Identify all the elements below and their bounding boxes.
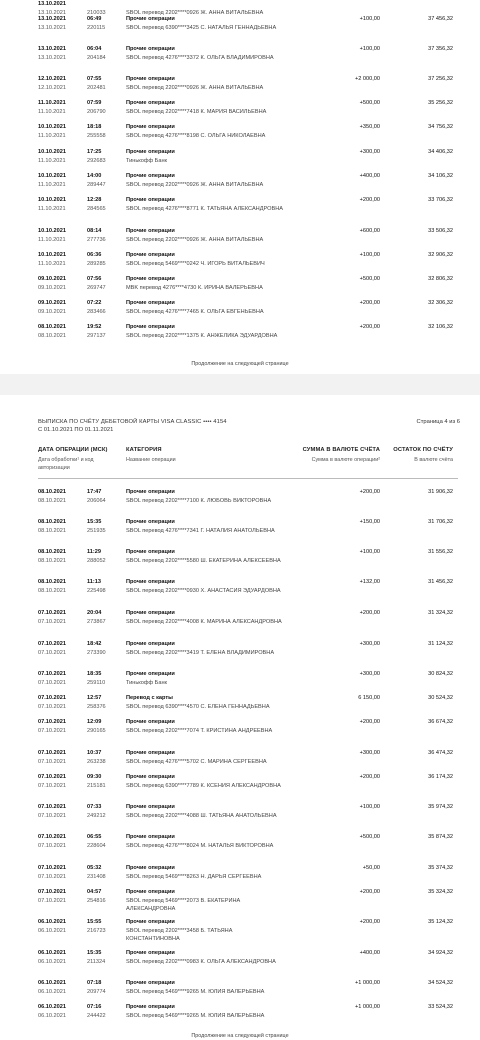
operation-description: SBOL перевод 2202****0926 Ж. АННА ВИТАЛЬЕВНА [126, 84, 264, 91]
processing-date: 07.10.2021 [38, 703, 66, 710]
processing-date: 07.10.2021 [38, 727, 66, 734]
operation-date: 12.10.2021 [38, 76, 66, 82]
processing-date: 11.10.2021 [38, 236, 66, 243]
page-number: Страница 4 из 6 [416, 419, 460, 425]
page-separator [0, 374, 480, 395]
processing-date: 08.10.2021 [38, 557, 66, 564]
authorization-code: 206790 [87, 108, 106, 115]
continuation-note: Продолжение на следующей странице [191, 1033, 289, 1039]
authorization-code: 273867 [87, 618, 106, 625]
operation-time: 07:18 [87, 980, 102, 986]
operation-amount: +200,00 [359, 197, 380, 203]
operation-date: 13.10.2021 [38, 16, 66, 22]
operation-time: 07:16 [87, 1004, 102, 1010]
operation-description: SBOL перевод 6390****7789 К. КСЕНИЯ АЛЕКСАНДРОВНА [126, 782, 281, 789]
operation-date: 10.10.2021 [38, 228, 66, 234]
processing-date: 13.10.2021 [38, 54, 66, 61]
operation-time: 07:22 [87, 300, 102, 306]
operation-description: SBOL перевод 2202****5580 Ш. ЕКАТЕРИНА АЛЕКСЕЕВНА [126, 557, 281, 564]
account-balance: 31 556,32 [428, 549, 453, 555]
operation-date: 10.10.2021 [38, 252, 66, 258]
operation-category: Прочие операции [126, 641, 175, 647]
operation-category: Прочие операции [126, 16, 175, 22]
operation-amount: +200,00 [359, 889, 380, 895]
processing-date: 11.10.2021 [38, 108, 66, 115]
authorization-code: 289285 [87, 260, 106, 267]
col-header-amount: СУММА В ВАЛЮТЕ СЧЁТА [302, 447, 380, 453]
col-header-category: КАТЕГОРИЯ [126, 447, 162, 453]
processing-date: 07.10.2021 [38, 758, 66, 765]
account-balance: 36 674,32 [428, 719, 453, 725]
account-balance: 33 506,32 [428, 228, 453, 234]
operation-amount: +300,00 [359, 149, 380, 155]
account-balance: 34 924,32 [428, 950, 453, 956]
col-header-balance: ОСТАТОК ПО СЧЁТУ [393, 447, 453, 453]
operation-time: 11:29 [87, 549, 101, 555]
operation-time: 15:35 [87, 950, 102, 956]
operation-amount: +200,00 [359, 774, 380, 780]
operation-category: Прочие операции [126, 228, 175, 234]
authorization-code: 228604 [87, 842, 106, 849]
account-balance: 36 474,32 [428, 750, 453, 756]
operation-date: 06.10.2021 [38, 919, 66, 925]
authorization-code: 231408 [87, 873, 106, 880]
account-balance: 32 906,32 [428, 252, 453, 258]
authorization-code: 251935 [87, 527, 106, 534]
operation-time: 17:25 [87, 149, 102, 155]
operation-description: MBK перевод 4276****4730 К. ИРИНА ВАЛЕРЬЕВНА [126, 284, 263, 291]
operation-date: 10.10.2021 [38, 197, 66, 203]
statement-page-3 [0, 0, 480, 374]
operation-amount: +600,00 [359, 228, 380, 234]
operation-amount: 6 150,00 [358, 695, 380, 701]
authorization-code: 206064 [87, 497, 106, 504]
operation-time: 06:55 [87, 834, 102, 840]
operation-time: 12:09 [87, 719, 102, 725]
operation-date: 07.10.2021 [38, 889, 66, 895]
authorization-code: 225498 [87, 587, 106, 594]
authorization-code: 273390 [87, 649, 106, 656]
account-balance: 35 256,32 [428, 100, 453, 106]
operation-category: Прочие операции [126, 76, 175, 82]
operation-time: 18:18 [87, 124, 102, 130]
operation-category: Прочие операции [126, 1004, 175, 1010]
account-balance: 37 256,32 [428, 76, 453, 82]
col-subheader-amount: Сумма в валюте операции² [311, 457, 380, 463]
processing-date: 11.10.2021 [38, 205, 66, 212]
operation-amount: +200,00 [359, 919, 380, 925]
processing-date: 07.10.2021 [38, 618, 66, 625]
processing-date: 06.10.2021 [38, 988, 66, 995]
operation-category: Прочие операции [126, 865, 175, 871]
operation-category: Прочие операции [126, 300, 175, 306]
operation-category: Прочие операции [126, 950, 175, 956]
operation-time: 06:04 [87, 46, 102, 52]
operation-description: SBOL перевод 2202****0926 Ж. АННА ВИТАЛЬЕВНА [126, 9, 264, 16]
account-balance: 31 124,32 [428, 641, 453, 647]
operation-date: 09.10.2021 [38, 276, 66, 282]
account-balance: 33 706,32 [428, 197, 453, 203]
operation-category: Прочие операции [126, 834, 175, 840]
operation-category: Прочие операции [126, 804, 175, 810]
authorization-code: 258376 [87, 703, 106, 710]
operation-amount: +200,00 [359, 610, 380, 616]
processing-date: 07.10.2021 [38, 812, 66, 819]
operation-amount: +200,00 [359, 489, 380, 495]
continuation-note: Продолжение на следующей странице [191, 361, 289, 367]
operation-date: 11.10.2021 [38, 100, 66, 106]
account-balance: 32 806,32 [428, 276, 453, 282]
authorization-code: 283466 [87, 308, 106, 315]
processing-date: 06.10.2021 [38, 927, 66, 934]
operation-amount: +100,00 [359, 252, 380, 258]
operation-date: 10.10.2021 [38, 124, 66, 130]
operation-time: 11:13 [87, 579, 101, 585]
operation-amount: +350,00 [359, 124, 380, 130]
operation-description: Тинькофф Банк [126, 157, 167, 164]
operation-time: 10:37 [87, 750, 102, 756]
operation-category: Прочие операции [126, 124, 175, 130]
authorization-code: 288052 [87, 557, 106, 564]
operation-date: 06.10.2021 [38, 980, 66, 986]
authorization-code: 269747 [87, 284, 106, 291]
operation-date: 10.10.2021 [38, 149, 66, 155]
operation-date: 07.10.2021 [38, 804, 66, 810]
processing-date: 07.10.2021 [38, 679, 66, 686]
account-balance: 30 524,32 [428, 695, 453, 701]
operation-description: SBOL перевод 2202****3458 Б. ТАТЬЯНА КОНСТАНТИНОВНА [126, 927, 233, 942]
operation-date: 06.10.2021 [38, 950, 66, 956]
operation-description: SBOL перевод 2202****1375 К. АНЖЕЛИКА ЭДУАРДОВНА [126, 332, 278, 339]
operation-date: 07.10.2021 [38, 774, 66, 780]
account-balance: 31 456,32 [428, 579, 453, 585]
processing-date: 11.10.2021 [38, 260, 66, 267]
col-subheader-date: Дата обработки¹ и код авторизации [38, 457, 94, 471]
account-balance: 34 406,32 [428, 149, 453, 155]
operation-category: Прочие операции [126, 149, 175, 155]
operation-category: Прочие операции [126, 324, 175, 330]
authorization-code: 263238 [87, 758, 106, 765]
statement-period: С 01.10.2021 ПО 01.11.2021 [38, 427, 114, 433]
operation-date: 08.10.2021 [38, 579, 66, 585]
account-balance: 30 824,32 [428, 671, 453, 677]
authorization-code: 216723 [87, 927, 106, 934]
authorization-code: 210033 [87, 9, 106, 16]
authorization-code: 202481 [87, 84, 106, 91]
operation-date: 07.10.2021 [38, 865, 66, 871]
processing-date: 13.10.2021 [38, 9, 66, 16]
processing-date: 09.10.2021 [38, 308, 66, 315]
operation-time: 15:35 [87, 519, 102, 525]
operation-time: 07:33 [87, 804, 102, 810]
operation-time: 08:14 [87, 228, 102, 234]
operation-date: 13.10.2021 [38, 1, 66, 7]
operation-date: 09.10.2021 [38, 300, 66, 306]
operation-category: Прочие операции [126, 549, 175, 555]
operation-description: SBOL перевод 2202****7100 К. ЛЮБОВЬ ВИКТОРОВНА [126, 497, 272, 504]
operation-category: Прочие операции [126, 889, 175, 895]
processing-date: 13.10.2021 [38, 24, 66, 31]
statement-title: ВЫПИСКА ПО СЧЁТУ ДЕБЕТОВОЙ КАРТЫ VISA CLASSIC •••• 4154 [38, 419, 227, 425]
operation-category: Прочие операции [126, 579, 175, 585]
processing-date: 07.10.2021 [38, 897, 66, 904]
authorization-code: 289447 [87, 181, 106, 188]
operation-description: SBOL перевод 6390****4570 С. ЕЛЕНА ГЕННАДЬЕВНА [126, 703, 270, 710]
operation-description: SBOL перевод 4276****7465 К. ОЛЬГА ЕВГЕНЬЕВНА [126, 308, 264, 315]
operation-description: Тинькофф Банк [126, 679, 167, 686]
operation-amount: +500,00 [359, 276, 380, 282]
operation-date: 07.10.2021 [38, 719, 66, 725]
operation-description: SBOL перевод 2202****7418 К. МАРИЯ ВАСИЛЬЕВНА [126, 108, 267, 115]
processing-date: 11.10.2021 [38, 132, 66, 139]
account-balance: 33 524,32 [428, 1004, 453, 1010]
authorization-code: 277736 [87, 236, 106, 243]
operation-date: 08.10.2021 [38, 489, 66, 495]
operation-description: SBOL перевод 5469****2073 В. ЕКАТЕРИНА АЛЕКСАНДРОВНА [126, 897, 241, 912]
authorization-code: 204184 [87, 54, 106, 61]
processing-date: 11.10.2021 [38, 157, 66, 164]
operation-amount: +132,00 [359, 579, 380, 585]
operation-description: SBOL перевод 2202****4088 Ш. ТАТЬЯНА АНАТОЛЬЕВНА [126, 812, 277, 819]
operation-time: 12:57 [87, 695, 102, 701]
operation-description: SBOL перевод 4276****3372 К. ОЛЬГА ВЛАДИМИРОВНА [126, 54, 274, 61]
col-subheader-balance: В валюте счёта [414, 457, 453, 463]
col-subheader-category: Название операции [126, 457, 176, 463]
authorization-code: 220115 [87, 24, 106, 31]
authorization-code: 255558 [87, 132, 106, 139]
authorization-code: 215181 [87, 782, 106, 789]
processing-date: 08.10.2021 [38, 497, 66, 504]
operation-category: Прочие операции [126, 750, 175, 756]
processing-date: 07.10.2021 [38, 782, 66, 789]
operation-description: SBOL перевод 2202****0926 Ж. АННА ВИТАЛЬЕВНА [126, 236, 264, 243]
operation-category: Прочие операции [126, 173, 175, 179]
account-balance: 34 756,32 [428, 124, 453, 130]
operation-date: 07.10.2021 [38, 610, 66, 616]
authorization-code: 284565 [87, 205, 106, 212]
operation-time: 06:49 [87, 16, 102, 22]
operation-description: SBOL перевод 5469****8263 Н. ДАРЬЯ СЕРГЕЕВНА [126, 873, 262, 880]
operation-date: 08.10.2021 [38, 324, 66, 330]
operation-amount: +300,00 [359, 750, 380, 756]
header-divider [38, 478, 458, 479]
account-balance: 35 974,32 [428, 804, 453, 810]
operation-amount: +2 000,00 [354, 76, 380, 82]
operation-amount: +100,00 [359, 16, 380, 22]
account-balance: 32 306,32 [428, 300, 453, 306]
operation-time: 20:04 [87, 610, 102, 616]
operation-date: 10.10.2021 [38, 173, 66, 179]
operation-category: Прочие операции [126, 519, 175, 525]
authorization-code: 290165 [87, 727, 106, 734]
operation-description: SBOL перевод 2202****4008 К. МАРИНА АЛЕКСАНДРОВНА [126, 618, 282, 625]
operation-description: SBOL перевод 4276****5702 С. МАРИНА СЕРГЕЕВНА [126, 758, 267, 765]
operation-date: 08.10.2021 [38, 549, 66, 555]
operation-description: SBOL перевод 2202****0926 Ж. АННА ВИТАЛЬЕВНА [126, 181, 264, 188]
operation-amount: +1 000,00 [354, 1004, 380, 1010]
operation-time: 07:55 [87, 76, 102, 82]
operation-amount: +400,00 [359, 173, 380, 179]
account-balance: 35 324,32 [428, 889, 453, 895]
operation-date: 07.10.2021 [38, 834, 66, 840]
processing-date: 07.10.2021 [38, 649, 66, 656]
account-balance: 31 706,32 [428, 519, 453, 525]
operation-date: 07.10.2021 [38, 671, 66, 677]
operation-category: Прочие операции [126, 46, 175, 52]
processing-date: 11.10.2021 [38, 181, 66, 188]
col-header-date: ДАТА ОПЕРАЦИИ (МСК) [38, 447, 108, 453]
operation-category: Прочие операции [126, 100, 175, 106]
processing-date: 06.10.2021 [38, 1012, 66, 1019]
operation-category: Перевод с карты [126, 695, 173, 701]
authorization-code: 209774 [87, 988, 106, 995]
operation-amount: +300,00 [359, 671, 380, 677]
operation-description: SBOL перевод 6390****3425 С. НАТАЛЬЯ ГЕННАДЬЕВНА [126, 24, 277, 31]
operation-category: Прочие операции [126, 774, 175, 780]
operation-category: Прочие операции [126, 489, 175, 495]
operation-category: Прочие операции [126, 719, 175, 725]
authorization-code: 292683 [87, 157, 106, 164]
operation-time: 07:56 [87, 276, 102, 282]
operation-time: 17:47 [87, 489, 102, 495]
statement-page-4 [0, 395, 480, 1040]
authorization-code: 259110 [87, 679, 106, 686]
operation-amount: +100,00 [359, 549, 380, 555]
operation-amount: +50,00 [362, 865, 380, 871]
authorization-code: 297137 [87, 332, 106, 339]
operation-amount: +100,00 [359, 804, 380, 810]
operation-date: 13.10.2021 [38, 46, 66, 52]
operation-time: 07:59 [87, 100, 102, 106]
processing-date: 08.10.2021 [38, 587, 66, 594]
operation-date: 07.10.2021 [38, 695, 66, 701]
operation-description: SBOL перевод 5469****9265 М. ЮЛИЯ ВАЛЕРЬЕВНА [126, 1012, 265, 1019]
account-balance: 34 524,32 [428, 980, 453, 986]
operation-category: Прочие операции [126, 276, 175, 282]
authorization-code: 249212 [87, 812, 106, 819]
operation-description: SBOL перевод 4276****8198 С. ОЛЬГА НИКОЛАЕВНА [126, 132, 266, 139]
processing-date: 07.10.2021 [38, 842, 66, 849]
operation-description: SBOL перевод 2202****3419 Т. ЕЛЕНА ВЛАДИМИРОВНА [126, 649, 275, 656]
operation-category: Прочие операции [126, 197, 175, 203]
account-balance: 34 106,32 [428, 173, 453, 179]
operation-description: SBOL перевод 2202****0930 Х. АНАСТАСИЯ ЭДУАРДОВНА [126, 587, 281, 594]
operation-time: 05:32 [87, 865, 102, 871]
operation-amount: +400,00 [359, 950, 380, 956]
authorization-code: 254816 [87, 897, 106, 904]
account-balance: 37 356,32 [428, 46, 453, 52]
account-balance: 31 906,32 [428, 489, 453, 495]
processing-date: 08.10.2021 [38, 332, 66, 339]
authorization-code: 244422 [87, 1012, 106, 1019]
operation-description: SBOL перевод 2202****7074 Т. КРИСТИНА АНДРЕЕВНА [126, 727, 273, 734]
operation-amount: +200,00 [359, 719, 380, 725]
operation-description: SBOL перевод 5469****9265 М. ЮЛИЯ ВАЛЕРЬЕВНА [126, 988, 265, 995]
operation-time: 15:55 [87, 919, 102, 925]
operation-date: 08.10.2021 [38, 519, 66, 525]
operation-category: Прочие операции [126, 980, 175, 986]
operation-amount: +200,00 [359, 300, 380, 306]
operation-time: 14:00 [87, 173, 102, 179]
account-balance: 35 874,32 [428, 834, 453, 840]
operation-amount: +150,00 [359, 519, 380, 525]
operation-amount: +500,00 [359, 834, 380, 840]
authorization-code: 211324 [87, 958, 106, 965]
account-balance: 31 324,32 [428, 610, 453, 616]
account-balance: 35 124,32 [428, 919, 453, 925]
operation-date: 07.10.2021 [38, 641, 66, 647]
operation-time: 06:36 [87, 252, 102, 258]
processing-date: 12.10.2021 [38, 84, 66, 91]
processing-date: 08.10.2021 [38, 527, 66, 534]
account-balance: 32 106,32 [428, 324, 453, 330]
operation-category: Прочие операции [126, 252, 175, 258]
operation-category: Прочие операции [126, 671, 175, 677]
operation-amount: +1 000,00 [354, 980, 380, 986]
operation-category: Прочие операции [126, 919, 175, 925]
operation-description: SBOL перевод 5469****0242 Ч. ИГОРЬ ВИТАЛЬЕВИЧ [126, 260, 265, 267]
operation-amount: +500,00 [359, 100, 380, 106]
operation-time: 18:42 [87, 641, 102, 647]
operation-category: Прочие операции [126, 610, 175, 616]
operation-amount: +100,00 [359, 46, 380, 52]
operation-time: 18:35 [87, 671, 102, 677]
processing-date: 07.10.2021 [38, 873, 66, 880]
processing-date: 06.10.2021 [38, 958, 66, 965]
operation-description: SBOL перевод 2202****0983 К. ОЛЬГА АЛЕКСАНДРОВНА [126, 958, 276, 965]
operation-time: 19:52 [87, 324, 102, 330]
operation-time: 04:57 [87, 889, 102, 895]
operation-description: SBOL перевод 4276****8771 К. ТАТЬЯНА АЛЕКСАНДРОВНА [126, 205, 283, 212]
account-balance: 36 174,32 [428, 774, 453, 780]
operation-date: 06.10.2021 [38, 1004, 66, 1010]
operation-time: 12:28 [87, 197, 102, 203]
operation-description: SBOL перевод 4276****7341 Г. НАТАЛИЯ АНАТОЛЬЕВНА [126, 527, 275, 534]
operation-time: 09:30 [87, 774, 102, 780]
operation-description: SBOL перевод 4276****8024 М. НАТАЛЬЯ ВИКТОРОВНА [126, 842, 274, 849]
processing-date: 09.10.2021 [38, 284, 66, 291]
operation-amount: +300,00 [359, 641, 380, 647]
operation-date: 07.10.2021 [38, 750, 66, 756]
account-balance: 37 456,32 [428, 16, 453, 22]
account-balance: 35 374,32 [428, 865, 453, 871]
operation-amount: +200,00 [359, 324, 380, 330]
